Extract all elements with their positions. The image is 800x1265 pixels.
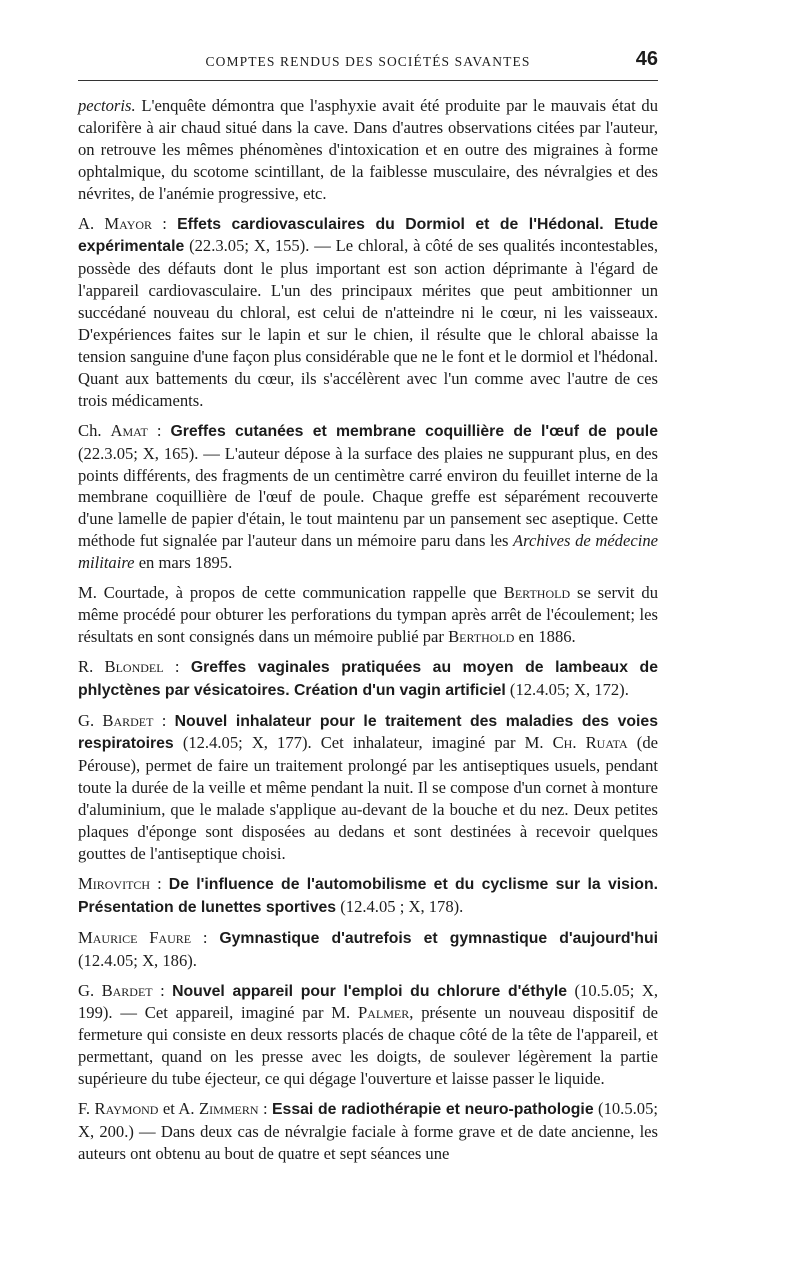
entry-title: Greffes cutanées et membrane coquillière de l'œuf de poule [170, 422, 658, 440]
separator: : [150, 873, 169, 893]
page-body [78, 95, 658, 1173]
entry-text: (10.5.05; X, 199). — Cet appareil, imaginé par M. [78, 980, 658, 1023]
cited-name: Berthold [448, 626, 515, 646]
entry-text: (10.5.05; X, 200.) — Dans deux cas de névralgie faciale à forme grave et de date ancienne, les auteurs ont obtenu au bout de quatre et sept séances une [78, 1099, 658, 1163]
running-header [78, 48, 658, 78]
entry-title: Effets cardiovasculaires du Dormiol et de l'Hédonal. Etude expérimentale [78, 215, 659, 256]
entry-mayor [78, 213, 658, 412]
entry-text-end: , présente un nouveau dispositif de fermeture qui consiste en deux ressorts placés de chaque côté de la tête de l'appareil, et permettant, quand on les presse avec les doigts, de soulever légèrement la partie supérieure du tube éjecteur, ce qui dégage l'ouverture et laisse passer le liquide. [78, 1003, 659, 1089]
entry-text-mid: se servit du même procédé pour obturer les perforations du tympan après arrêt de l'écoulement; les résultats en sont consignés dans un mémoire publié par [78, 583, 658, 646]
entry-amat [78, 420, 658, 574]
separator: : [258, 1099, 273, 1119]
entry-title: Gymnastique d'autrefois et gymnastique d'aujourd'hui [219, 929, 658, 947]
author-name: Amat [110, 420, 148, 440]
entry-bardet-inhalateur [78, 710, 658, 865]
separator: : [191, 927, 220, 947]
paragraph-text: L'enquête démontra que l'asphyxie avait été produite par le mauvais état du calorifère à air chaud situé dans la cave. Dans d'autres observations citées par l'auteur, on retrouve les mêmes phénomènes d'intoxication et en outre des migraines à forme ophtalmique, du scotome scintillant, de la faiblesse musculaire, des névralgies et des névrites, de l'anémie progressive, etc. [78, 96, 658, 203]
paragraph-continuation [78, 95, 658, 205]
running-title: COMPTES RENDUS DES SOCIÉTÉS SAVANTES [205, 54, 531, 69]
entry-text: (12.4.05; X, 177). Cet inhalateur, imaginé par M. [173, 733, 553, 753]
entry-text-end: en 1886. [514, 626, 576, 646]
separator: : [152, 980, 173, 1000]
author-joiner: et A. [158, 1099, 200, 1119]
entry-text-end: (de Pérouse), permet de faire un traitement prolongé par les antiseptiques usuels, pendant toute la durée de la veille et même pendant la nuit. Il se compose d'un cornet à monture d'aluminium, que le malade s'applique au-devant de la bouche et du nez. Deux petites plaques d'éponge sont disposées au dedans et sont destinées à recevoir quelques gouttes de l'antiseptique choisi. [78, 733, 658, 863]
author-initial: Ch. [78, 420, 111, 440]
entry-text: (22.3.05; X, 165). — L'auteur dépose à la surface des plaies ne suppurant plus, en des points différents, des fragments de un centimètre carré environ du feuillet interne de la membrane coquillière de l'œuf de poule. Chaque greffe est séparément recouverte d'une lamelle de papier d'étain, le tout maintenu par un pansement sec aseptique. Cette méthode fut signalée par l'auteur dans un mémoire paru dans les [78, 443, 658, 551]
cited-name: Ch. Ruata [552, 733, 628, 753]
author-initial: R. [78, 656, 105, 676]
entry-mirovitch [78, 873, 658, 919]
author-name-2: Zimmern [199, 1099, 259, 1119]
author-initial: G. [78, 980, 102, 1000]
entry-text: (22.3.05; X, 155). — Le chloral, à côté de ses qualités incontestables, possède des défauts dont le plus important est son action déprimante à l'égard de l'appareil cardiovasculaire. L'un des principaux mérites que peut ambitionner un succédané nouveau du chloral, est celui de n'atteindre ni le cœur, ni les vaisseaux. D'expériences faites sur le lapin et sur le chien, il résulte que le chloral abaisse la tension sanguine d'une façon plus considérable que ne le font et le dormiol et l'hédonal. Quant aux battements du cœur, ils s'accélèrent avec l'un comme avec l'autre de ces trois médicaments. [78, 236, 658, 410]
entry-text: (12.4.05; X, 172). [505, 679, 629, 699]
author-initial: F. [78, 1099, 95, 1119]
author-initial: A. [78, 213, 105, 233]
author-name: Mirovitch [78, 873, 151, 893]
author-name: Maurice Faure [78, 927, 192, 947]
entry-bardet-chlorure [78, 980, 658, 1091]
author-name: Blondel [104, 656, 164, 676]
author-name: Mayor [104, 213, 153, 233]
entry-title: Nouvel appareil pour l'emploi du chlorure d'éthyle [172, 982, 568, 1000]
separator: : [153, 710, 175, 730]
entry-text: (12.4.05 ; X, 178). [336, 896, 464, 916]
author-name: Raymond [94, 1099, 159, 1119]
author-name: Bardet [102, 710, 154, 730]
separator: : [147, 420, 171, 440]
entry-blondel [78, 656, 658, 702]
page-number: 46 [635, 48, 658, 70]
entry-title: Nouvel inhalateur pour le traitement des maladies des voies respiratoires [78, 712, 658, 753]
author-initial: G. [78, 710, 103, 730]
entry-title: Essai de radiothérapie et neuro-pathologie [272, 1101, 594, 1119]
entry-text: (12.4.05; X, 186). [78, 950, 197, 970]
entry-title: Greffes vaginales pratiquées au moyen de lambeaux de phlyctènes par vésicatoires. Création d'un vagin artificiel [78, 658, 658, 699]
separator: : [163, 656, 191, 676]
entry-raymond-zimmern [78, 1098, 658, 1165]
entry-text-end: en mars 1895. [134, 553, 233, 573]
author-name: Bardet [101, 980, 153, 1000]
header-rule [78, 80, 658, 81]
continued-word: pectoris. [78, 96, 136, 115]
entry-text: M. Courtade, à propos de cette communication rappelle que [78, 583, 504, 603]
journal-title: Archives de médecine militaire [78, 531, 658, 573]
entry-title: De l'influence de l'automobilisme et du cyclisme sur la vision. Présentation de lunettes sportives [78, 875, 658, 916]
separator: : [152, 213, 178, 233]
entry-faure [78, 927, 658, 972]
cited-name: Berthold [503, 583, 571, 603]
cited-name: Palmer [358, 1003, 410, 1023]
entry-courtade [78, 582, 658, 648]
